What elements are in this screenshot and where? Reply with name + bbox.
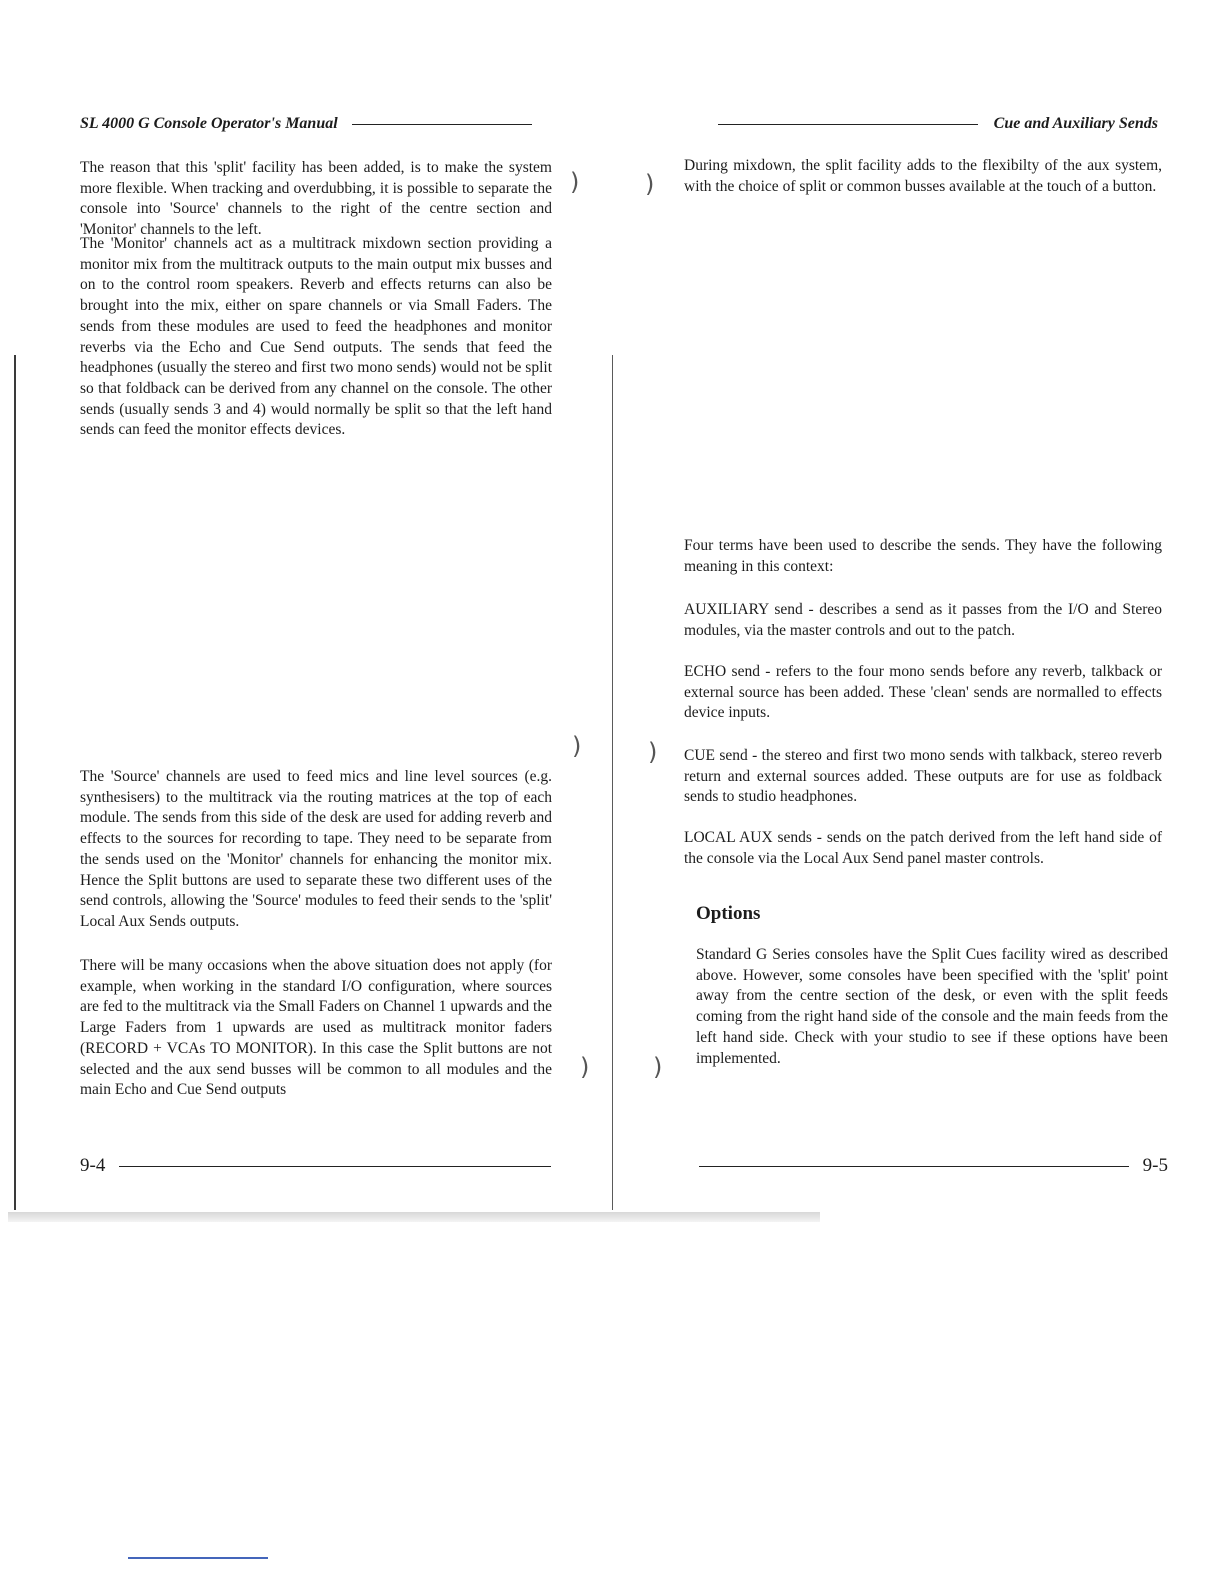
paragraph-split-reason: The reason that this 'split' facility has been added, is to make the system more flexible. When tracking and overdubbing, it is possible to separate the console into 'Source' channels to the right of the centre section and 'Monitor' channels to the left. <box>80 159 552 239</box>
paragraph-four-terms: Four terms have been used to describe the sends. They have the following meaning in this context: <box>684 537 1162 575</box>
binder-hole-mark: ) <box>570 168 580 196</box>
page-number: 9-5 <box>1142 1155 1168 1176</box>
left-footer <box>80 1155 555 1177</box>
paragraph-source-channels: The 'Source' channels are used to feed mics and line level sources (e.g. synthesisers) to the multitrack via the routing matrices at the top of each module. The sends from this side of the desk are used for adding reverb and effects to the sources for recording to tape. They need to be separate from the sends used on the 'Monitor' channels for enhancing the monitor mix. Hence the Split buttons are used to separate these two different uses of the send controls, allowing the 'Source' modules to feed their sends to the 'split' Local Aux Sends outputs. <box>80 768 552 930</box>
binder-hole-mark: ) <box>580 1053 590 1081</box>
right-running-header <box>684 115 1158 133</box>
spread-left-edge <box>14 355 16 1210</box>
binder-hole-mark: ) <box>648 738 658 766</box>
options-heading: Options <box>696 903 761 924</box>
spread-gutter <box>612 355 613 1210</box>
paragraph-echo-send: ECHO send - refers to the four mono sends before any reverb, talkback or external source has been added. These 'clean' sends are normalled to effects device inputs. <box>684 663 1162 722</box>
paragraph-standard-io: There will be many occasions when the above situation does not apply (for example, when working in the standard I/O configuration, where sources are fed to the multitrack via the Small Faders on Channel 1 upwards and the Large Faders from 1 upwards are used as multitrack monitor faders (RECORD + VCAs TO MONITOR). In this case the Split buttons are not selected and the aux send busses will be common to all modules and the main Echo and Cue Send outputs <box>80 957 552 1099</box>
footer-rule <box>119 1166 551 1167</box>
scan-artifact-line <box>128 1557 268 1559</box>
left-running-header <box>80 115 554 133</box>
paragraph-mixdown: During mixdown, the split facility adds to the flexibilty of the aux system, with the choice of split or common busses available at the touch of a button. <box>684 157 1162 195</box>
paragraph-monitor-channels: The 'Monitor' channels act as a multitrack mixdown section providing a monitor mix from the multitrack outputs to the main output mix busses and on to the control room speakers. Reverb and effects returns can also be brought into the mix, either on spare channels or via Small Faders. The sends from these modules are used to feed the headphones and monitor reverbs via the Echo and Cue Send outputs. The sends that feed the headphones (usually the stereo and first two mono sends) would not be split so that foldback can be derived from any channel on the console. The other sends (usually sends 3 and 4) would normally be split so that the left hand sends can feed the monitor effects devices. <box>80 235 552 439</box>
footer-rule <box>699 1166 1129 1167</box>
paragraph-auxiliary-send: AUXILIARY send - describes a send as it passes from the I/O and Stereo modules, via the master controls and out to the patch. <box>684 601 1162 639</box>
paragraph-cue-send: CUE send - the stereo and first two mono sends with talkback, stereo reverb return and external sources added. These outputs are for use as foldback sends to studio headphones. <box>684 747 1162 806</box>
header-rule <box>718 124 978 125</box>
right-footer <box>698 1155 1168 1177</box>
spread-bottom-edge <box>8 1212 820 1222</box>
manual-title: SL 4000 G Console Operator's Manual <box>80 115 338 132</box>
header-rule <box>352 124 532 125</box>
binder-hole-mark: ) <box>645 170 655 198</box>
paragraph-options: Standard G Series consoles have the Split Cues facility wired as described above. However, some consoles have been specified with the 'split' point away from the centre section of the desk, or even with the split feeds coming from the right hand side of the console and the main feeds from the left hand side. Check with your studio to see if these options have been implemented. <box>696 946 1168 1067</box>
binder-hole-mark: ) <box>572 732 582 760</box>
section-title: Cue and Auxiliary Sends <box>993 115 1158 132</box>
page-number: 9-4 <box>80 1155 106 1176</box>
paragraph-local-aux-sends: LOCAL AUX sends - sends on the patch derived from the left hand side of the console via the Local Aux Send panel master controls. <box>684 829 1162 867</box>
binder-hole-mark: ) <box>653 1053 663 1081</box>
